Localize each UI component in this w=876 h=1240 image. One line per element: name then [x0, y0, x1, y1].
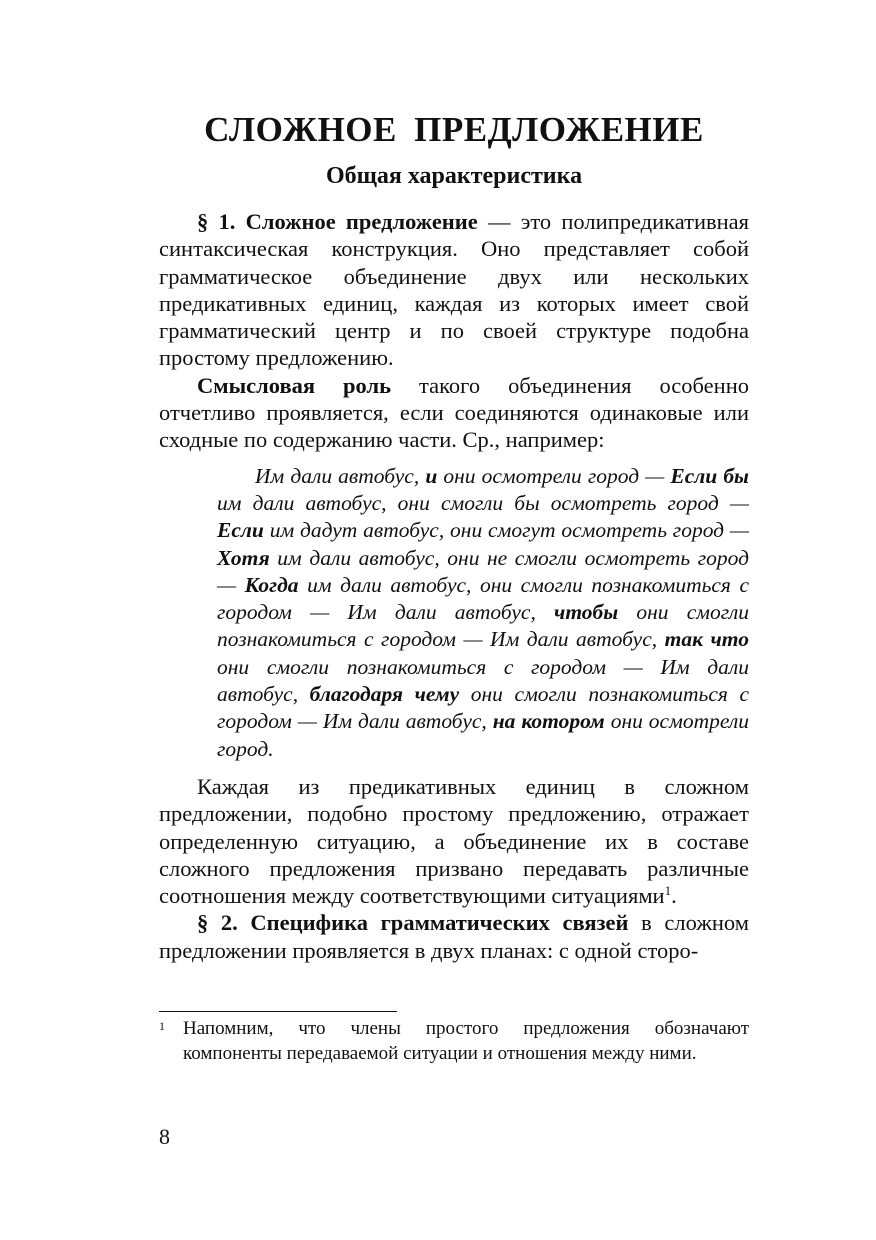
paragraph-predicative-units: [159, 773, 749, 909]
paragraph-semantic-role: [159, 372, 749, 454]
paragraph-3-text: Каждая из предикативных единиц в сложном предложении, подобно простому предложению, отражает определенную ситуацию, а объединение их в составе сложного предложения призвано передавать различные соотношения между соответствующими ситуациями: [159, 773, 749, 909]
example-conjunction: на котором: [492, 709, 605, 734]
section-2-label: § 2. Специфика грамматических связей: [197, 910, 629, 936]
section-subtitle: Общая характеристика: [325, 163, 583, 189]
example-conjunction: и: [425, 463, 438, 488]
example-text: им дали автобус, они смогли бы осмотреть город —: [217, 490, 749, 515]
example-conjunction: Когда: [244, 572, 299, 597]
footnote-reference[interactable]: 1: [664, 883, 672, 899]
footnote: [159, 1017, 749, 1066]
example-conjunction: Хотя: [217, 545, 270, 570]
section-1-label: § 1. Сложное предложение: [197, 209, 478, 234]
paragraph-section-2: [159, 909, 749, 964]
chapter-title: СЛОЖНОЕ ПРЕДЛОЖЕНИЕ: [204, 110, 704, 149]
section-2-text: в сложном предложении проявляется в двух планах: с одной сторо-: [159, 910, 749, 963]
paragraph-3-end: .: [671, 883, 677, 909]
footnote-mark: 1: [159, 1019, 165, 1033]
example-conjunction: Если: [217, 518, 264, 543]
example-conjunction: Если бы: [670, 463, 749, 488]
example-conjunction: так что: [664, 627, 749, 652]
example-text: им дадут автобус, они смогут осмотреть город —: [263, 518, 749, 543]
semantic-role-label: Смысловая роль: [197, 372, 392, 398]
example-block: [217, 463, 749, 763]
example-text: Им дали автобус,: [255, 463, 426, 488]
example-text: они смогли познакомиться с городом — Им дали автобус,: [217, 654, 749, 707]
example-text: они смогли познакомиться с городом — Им дали автобус,: [217, 600, 749, 652]
example-text: им дали автобус, они не смогли осмотреть город —: [217, 545, 749, 597]
paragraph-section-1: [159, 208, 749, 372]
example-conjunction: чтобы: [554, 600, 619, 625]
example-text: они смогли познакомиться с городом — Им дали автобус,: [217, 682, 749, 734]
page-number: 8: [159, 1124, 170, 1149]
example-text: они осмотрели город.: [217, 709, 749, 761]
semantic-role-text: такого объединения особенно отчетливо проявляется, если соединяются одинаковые или сходные по содержанию части. Ср., например:: [159, 372, 749, 453]
footnote-text: Напомним, что члены простого предложения обозначают компоненты передаваемой ситуации и отношения между ними.: [183, 1018, 749, 1064]
example-text: они осмотрели город —: [437, 463, 671, 488]
main-text: [159, 208, 749, 964]
example-conjunction: благодаря чему: [309, 682, 460, 707]
footnote-divider: [159, 1011, 397, 1012]
section-1-text: — это полипредикативная синтаксическая конструкция. Оно представляет собой грамматическое объединение двух или нескольких предикативных единиц, каждая из которых имеет свой грамматический центр и по своей структуре подобна простому предложению.: [159, 209, 749, 371]
example-text: им дали автобус, они смогли познакомиться с городом — Им дали автобус,: [217, 572, 749, 625]
